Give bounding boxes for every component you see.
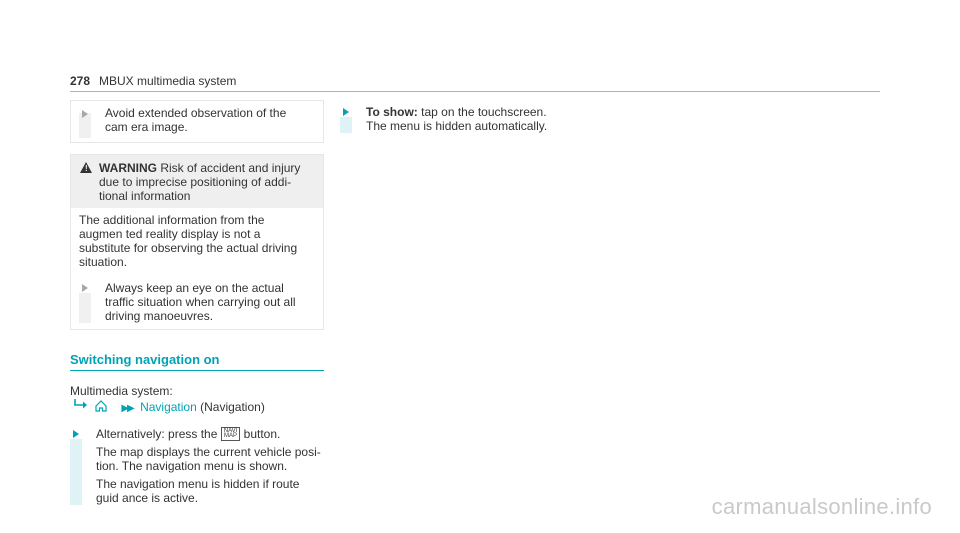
warning-body	[71, 208, 323, 329]
warning-instruction	[79, 281, 315, 323]
navigation-path-suffix: (Navigation)	[200, 400, 265, 414]
step-arrow-icon	[73, 430, 79, 438]
warning-instruction-bar	[79, 293, 91, 323]
warning-headline	[99, 161, 315, 203]
warning-label: WARNING	[99, 161, 157, 175]
show-menu-step	[340, 105, 594, 133]
warning-instruction-text: Always keep an eye on the actual traffic situation when carrying out all driving manoeuvres.	[105, 281, 296, 323]
navigation-link[interactable]: Navigation	[140, 400, 197, 414]
left-column	[70, 100, 324, 505]
warning-box	[70, 154, 324, 330]
step-line-3: The navigation menu is hidden if route guid ance is active.	[96, 477, 300, 505]
navi-key-top: NAVI	[223, 428, 238, 434]
watermark: carmanualsonline.info	[711, 494, 932, 519]
navi-key-bottom: MAP	[224, 433, 238, 439]
path-arrow-icon	[74, 399, 88, 411]
step-line-1	[96, 427, 324, 441]
show-step-text: tap on the touchscreen.	[421, 105, 547, 119]
step-bar	[70, 439, 82, 505]
step-line-1-suffix: button.	[243, 427, 281, 441]
page-number: 278	[70, 74, 91, 88]
menu-path	[70, 399, 324, 415]
show-step-line-1	[366, 105, 594, 119]
instruction-box	[70, 100, 324, 143]
home-icon	[94, 399, 108, 413]
step-line-1-prefix: Alternatively: press the	[96, 427, 218, 441]
page-header	[70, 72, 880, 92]
navi-map-key-icon	[221, 427, 241, 441]
warning-headline-text: Risk of accident and injury due to imprecise positioning of addi tional information	[99, 161, 301, 203]
warning-header	[71, 155, 323, 208]
show-step-bar	[340, 117, 352, 133]
instruction-text: Avoid extended observation of the cam era image.	[105, 106, 287, 134]
warning-triangle-icon: !	[80, 162, 92, 173]
right-column	[340, 100, 594, 133]
warning-body-text: The additional information from the augmen ted reality display is not a substitute for observing the actual driving situation.	[79, 213, 298, 269]
double-arrow-icon: ▶▶	[121, 403, 133, 414]
show-step-label: To show:	[366, 105, 418, 119]
navigation-step	[70, 427, 324, 505]
step-line-2: The map displays the current vehicle posi tion. The navigation menu is shown.	[96, 445, 321, 473]
section-title: Switching navigation on	[70, 353, 324, 371]
multimedia-label: Multimedia system:	[70, 384, 173, 398]
show-step-arrow-icon	[343, 108, 349, 116]
show-step-line-2: The menu is hidden automatically.	[366, 119, 548, 133]
instruction-arrow-icon	[82, 110, 88, 118]
warning-arrow-icon	[82, 284, 88, 292]
page-title: MBUX multimedia system	[99, 74, 237, 88]
